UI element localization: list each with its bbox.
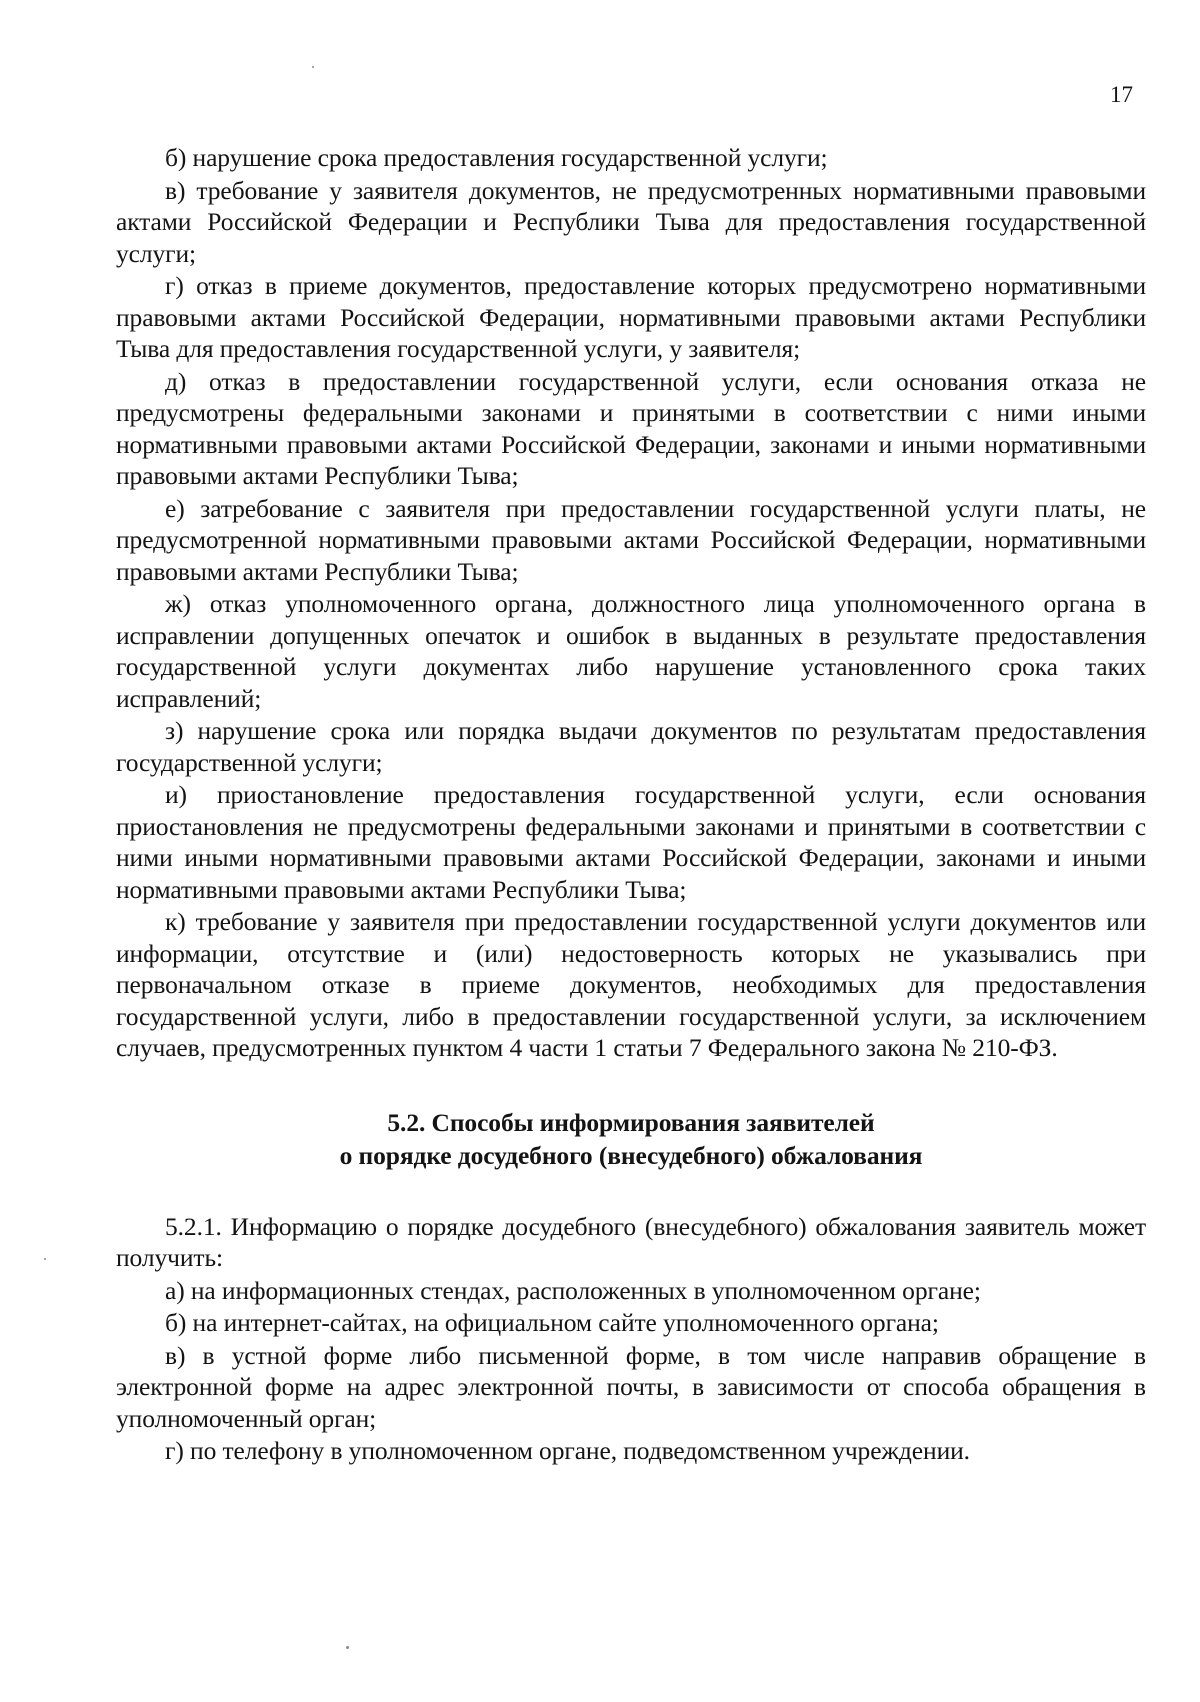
list-item-d: д) отказ в предоставлении государственной услуги, если основания отказа не предусмотрены федеральными законами и принятыми в соответствии с ними иными нормативными правовыми актами Российской Федерации, законами и иными нормативными правовыми актами Республики Тыва; — [116, 366, 1146, 490]
list-item-b: б) нарушение срока предоставления государственной услуги; — [165, 143, 828, 172]
section-heading-line-1: 5.2. Способы информирования заявителей — [387, 1107, 875, 1137]
document-body — [116, 142, 1146, 1468]
info-item-a: а) на информационных стендах, расположенных в уполномоченном органе; — [165, 1275, 981, 1305]
list-item-zh: ж) отказ уполномоченного органа, должностного лица уполномоченного органа в исправлении допущенных опечаток и ошибок в выданных в результате предоставления государственной услуги документах либо нарушение установленного срока таких исправлений; — [116, 589, 1146, 713]
list-item-v: в) требование у заявителя документов, не предусмотренных нормативными правовыми актами Российской Федерации и Республики Тыва для предоставления государственной услуги; — [116, 175, 1146, 268]
info-item-g: г) по телефону в уполномоченном органе, подведомственном учреждении. — [165, 1436, 970, 1465]
page-number: 17 — [1110, 82, 1133, 107]
info-item-b: б) на интернет-сайтах, на официальном сайте уполномоченного органа; — [165, 1308, 939, 1337]
list-item-z: з) нарушение срока или порядка выдачи документов по результатам предоставления государственной услуги; — [116, 716, 1146, 777]
section-heading — [116, 1106, 1146, 1172]
scan-speck — [44, 1258, 46, 1260]
list-item-i: и) приостановление предоставления государственной услуги, если основания приостановления не предусмотрены федеральными законами и принятыми в соответствии с ними иными нормативными правовыми актами Российской Федерации, законами и иными нормативными правовыми актами Республики Тыва; — [116, 780, 1146, 904]
list-item-e: е) затребование с заявителя при предоставлении государственной услуги платы, не предусмотренной нормативными правовыми актами Российской Федерации, нормативными правовыми актами Республики Тыва; — [116, 493, 1146, 586]
list-item-g: г) отказ в приеме документов, предоставление которых предусмотрено нормативными правовыми актами Российской Федерации, нормативными правовыми актами Республики Тыва для предоставления государственной услуги, у заявителя; — [116, 271, 1146, 363]
info-item-v: в) в устной форме либо письменной форме, в том числе направив обращение в электронной форме на адрес электронной почты, в зависимости от способа обращения в уполномоченный орган; — [116, 1340, 1146, 1433]
subsection-intro: 5.2.1. Информацию о порядке досудебного (внесудебного) обжалования заявитель может получить: — [116, 1211, 1146, 1272]
section-heading-line-2: о порядке досудебного (внесудебного) обжалования — [339, 1140, 923, 1170]
scan-speck — [312, 66, 314, 68]
list-item-k: к) требование у заявителя при предоставлении государственной услуги документов или информации, отсутствие и (или) недостоверность которых не указывались при первоначальном отказе в приеме документов, необходимых для предоставления государственной услуги, либо в предоставлении государственной услуги, за исключением случаев, предусмотренных пунктом 4 части 1 статьи 7 Федерального закона № 210-ФЗ. — [116, 907, 1146, 1062]
scan-speck — [346, 1646, 349, 1649]
